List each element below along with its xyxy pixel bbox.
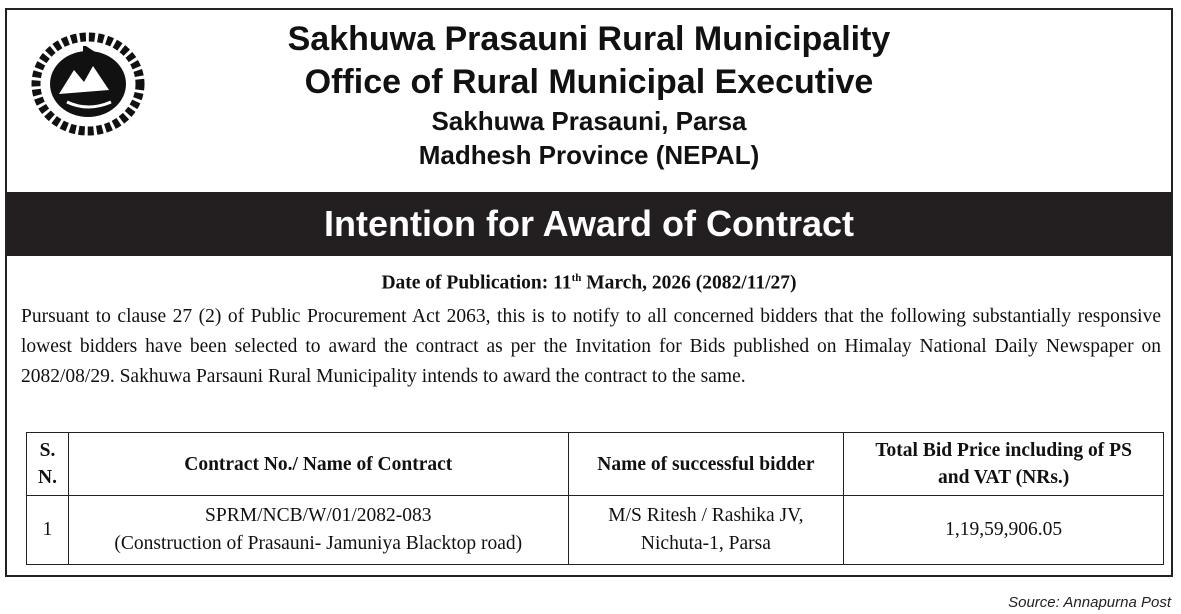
- publication-date: [7, 272, 1171, 295]
- bidder-address: Nichuta-1, Parsa: [640, 533, 771, 554]
- cell-bidder: [568, 496, 844, 565]
- municipality-name: Sakhuwa Prasauni Rural Municipality: [287, 20, 891, 58]
- header-contract: Contract No./ Name of Contract: [68, 433, 568, 496]
- bidder-name: M/S Ritesh / Rashika JV,: [608, 505, 804, 526]
- notice-frame: [5, 8, 1173, 577]
- header-sn-line1: S.: [39, 440, 56, 461]
- notice-title-banner: Intention for Award of Contract: [7, 192, 1171, 256]
- table-row: [27, 496, 1164, 565]
- letterhead: [7, 10, 1171, 170]
- publication-date-prefix: Date of Publication: 11: [381, 272, 572, 294]
- source-credit: Source: Annapurna Post: [1008, 594, 1171, 611]
- award-table: [26, 432, 1164, 565]
- header-price: [844, 433, 1164, 496]
- province-name: Madhesh Province (NEPAL): [418, 140, 760, 170]
- cell-price: 1,19,59,906.05: [844, 496, 1164, 565]
- header-bidder: Name of successful bidder: [568, 433, 844, 496]
- publication-date-ordinal: th: [571, 272, 582, 284]
- header-sn-line2: N.: [38, 467, 57, 488]
- header-sn: [27, 433, 69, 496]
- cell-sn: 1: [27, 496, 69, 565]
- publication-date-suffix: March, 2026 (2082/11/27): [581, 272, 797, 294]
- contract-name: (Construction of Prasauni- Jamuniya Blacktop road): [114, 533, 523, 554]
- notice-paragraph: Pursuant to clause 27 (2) of Public Procurement Act 2063, this is to notify to all concerned bidders that the following substantially responsive lowest bidders have been selected to award the contract as per the Invitation for Bids published on Himalay National Daily Newspaper on 2082/08/29. Sakhuwa Parsauni Rural Municipality intends to award the contract to the same.: [21, 306, 1161, 387]
- table-header-row: [27, 433, 1164, 496]
- header-price-line2: and VAT (NRs.): [937, 467, 1070, 488]
- office-name: Office of Rural Municipal Executive: [304, 63, 874, 101]
- cell-contract: [68, 496, 568, 565]
- header-price-line1: Total Bid Price including of PS: [875, 440, 1132, 461]
- contract-number: SPRM/NCB/W/01/2082-083: [205, 505, 432, 526]
- office-address: Sakhuwa Prasauni, Parsa: [431, 106, 747, 136]
